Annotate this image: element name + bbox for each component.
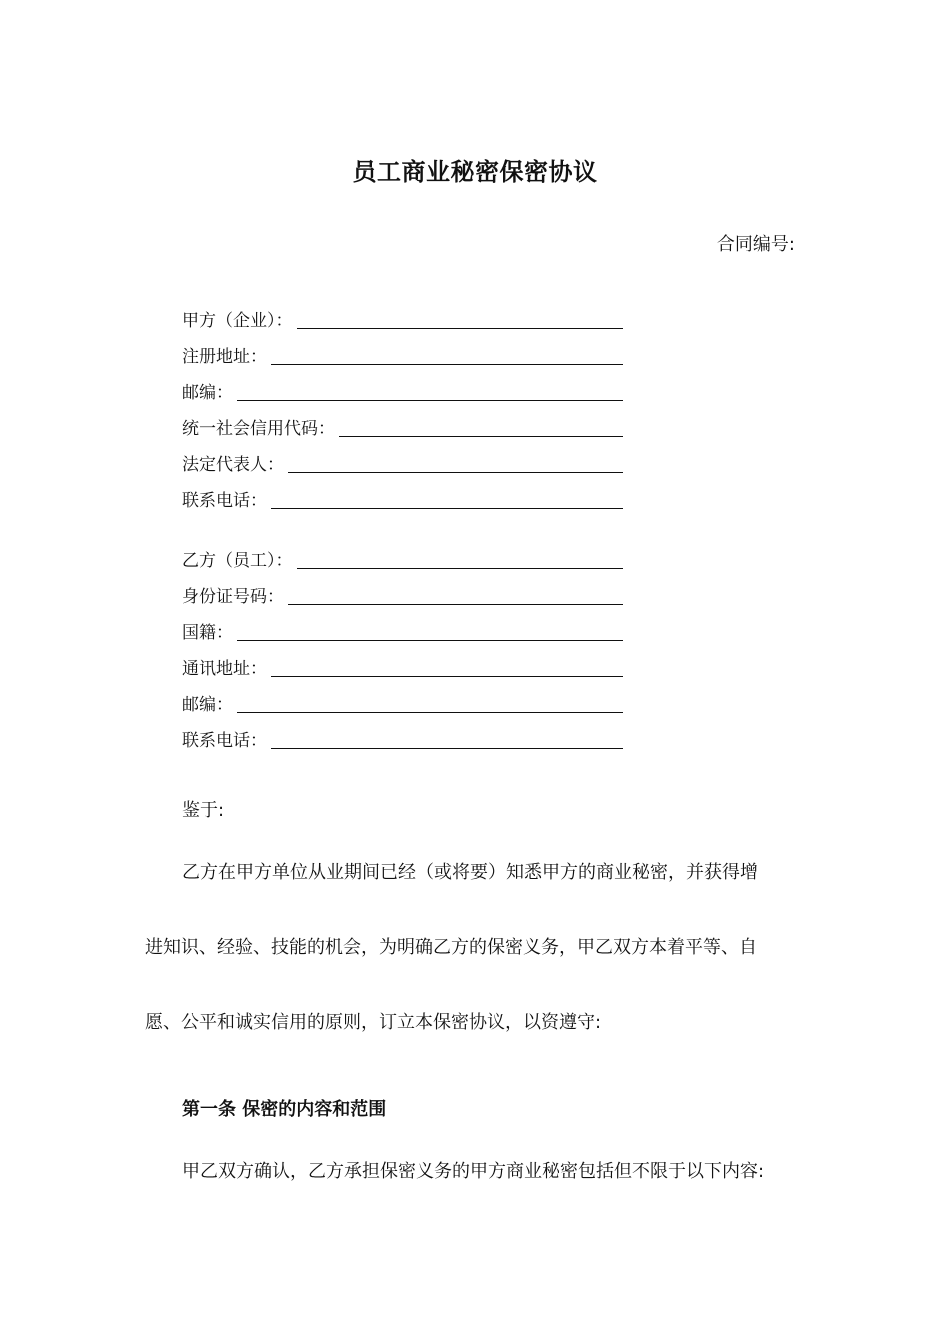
field-label: 法定代表人：: [182, 455, 284, 475]
preamble-line: 进知识、经验、技能的机会，为明确乙方的保密义务，甲乙双方本着平等、自: [145, 937, 757, 958]
blank-line: [297, 568, 624, 569]
preamble-line: 愿、公平和诚实信用的原则，订立本保密协议，以资遵守:: [145, 1012, 602, 1033]
preamble-line: 乙方在甲方单位从业期间已经（或将要）知悉甲方的商业秘密，并获得增: [182, 862, 758, 883]
field-label: 邮编：: [182, 695, 233, 715]
field-label: 通讯地址：: [182, 659, 267, 679]
field-label: 注册地址：: [182, 347, 267, 367]
party-b-address-field[interactable]: [182, 650, 623, 680]
blank-line: [271, 364, 623, 365]
blank-line: [237, 640, 623, 641]
field-label: 统一社会信用代码：: [182, 419, 335, 439]
blank-line: [271, 748, 623, 749]
blank-line: [288, 604, 623, 605]
whereas-label: 鉴于:: [182, 800, 225, 821]
party-a-address-field[interactable]: [182, 338, 623, 368]
field-label: 联系电话：: [182, 731, 267, 751]
blank-line: [237, 400, 623, 401]
party-a-credit-code-field[interactable]: [182, 410, 623, 440]
party-a-postcode-field[interactable]: [182, 374, 623, 404]
blank-line: [339, 436, 623, 437]
document-title: 员工商业秘密保密协议: [352, 158, 598, 186]
party-a-legal-rep-field[interactable]: [182, 446, 623, 476]
blank-line: [288, 472, 623, 473]
field-label: 甲方（企业）：: [182, 311, 293, 331]
party-b-name-field[interactable]: [182, 542, 623, 572]
party-a-phone-field[interactable]: [182, 482, 623, 512]
blank-line: [271, 676, 623, 677]
contract-number-label: 合同编号:: [716, 234, 795, 255]
party-b-phone-field[interactable]: [182, 722, 623, 752]
blank-line: [297, 328, 624, 329]
party-a-name-field[interactable]: [182, 302, 623, 332]
article-1-text: 甲乙双方确认，乙方承担保密义务的甲方商业秘密包括但不限于以下内容:: [182, 1161, 765, 1182]
party-b-id-number-field[interactable]: [182, 578, 623, 608]
field-label: 身份证号码：: [182, 587, 284, 607]
blank-line: [271, 508, 623, 509]
field-label: 联系电话：: [182, 491, 267, 511]
blank-line: [237, 712, 623, 713]
party-b-postcode-field[interactable]: [182, 686, 623, 716]
field-label: 邮编：: [182, 383, 233, 403]
party-b-nationality-field[interactable]: [182, 614, 623, 644]
field-label: 国籍：: [182, 623, 233, 643]
field-label: 乙方（员工）：: [182, 551, 293, 571]
article-1-heading: 第一条 保密的内容和范围: [182, 1099, 387, 1120]
